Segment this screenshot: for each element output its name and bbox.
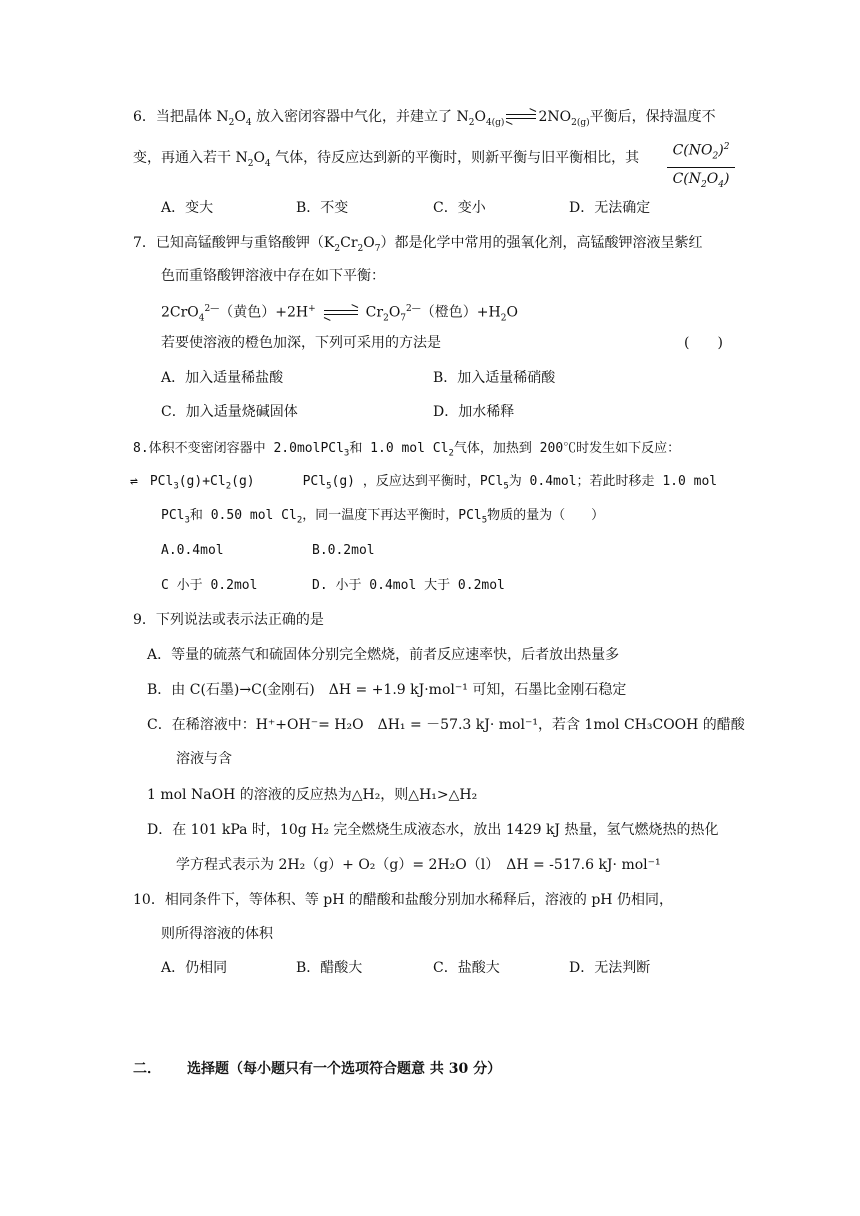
q7-answer-blank: ( ) — [684, 335, 723, 351]
q6-choice-d: D．无法确定 — [569, 200, 651, 216]
q9-option-b: B．由 C(石墨)→C(金刚石) ΔH = +1.9 kJ·mol⁻¹ 可知，石墨比金刚石稳定 — [147, 682, 627, 698]
q6-line-2: 变，再通入若干 $N_2O_4$ 气体，待反应达到新的平衡时，则新平衡与旧平衡相比，其 — [133, 150, 640, 169]
q6-line-1: 6．当把晶体 $N_2O_4$ 放入密闭容器中气化，并建立了 $N_2O_{4(g)}$ $2NO_{2(g)}$平衡后，保持温度不 — [133, 109, 716, 128]
q7-choice-d: D．加水稀释 — [433, 404, 515, 420]
q7-choice-b: B．加入适量稀硝酸 — [433, 370, 556, 386]
q10-choice-c: C．盐酸大 — [433, 960, 500, 976]
q9-option-a: A．等量的硫蒸气和硫固体分别完全燃烧，前者反应速率快，后者放出热量多 — [147, 647, 620, 663]
q9-option-c-line-3: 1 mol NaOH 的溶液的反应热为△H₂，则△H₁>△H₂ — [147, 787, 478, 803]
q10-choice-b: B．醋酸大 — [296, 960, 363, 976]
q8-choice-a: A.0.4mol — [161, 543, 224, 558]
equilibrium-arrow-icon — [324, 308, 358, 318]
equilibrium-arrow-icon — [506, 112, 536, 122]
section-2-heading — [133, 1058, 501, 1078]
q8-line-1: 8.体积不变密闭容器中 2.0molPCl$_3$和 1.0 mol $Cl_2$气体，加热到 200℃时发生如下反应： — [133, 441, 681, 459]
q8-line-3: PCl$_3$和 0.50 mol $Cl_2$，同一温度下再达平衡时，PCl$_5$物质的量为（ ） — [161, 508, 605, 526]
q6-choice-a: A．变大 — [161, 200, 214, 216]
q10-line-2: 则所得溶液的体积 — [161, 926, 273, 942]
q7-equation: 2CrO$_4^{2—}$（黄色）+2H+ $Cr_2O_7^{2—}$（橙色）$+H_2O$ — [161, 304, 518, 324]
section-2-title: 选择题（每小题只有一个选项符合题意 共 30 分） — [187, 1061, 502, 1077]
q8-choice-d: D. 小于 0.4mol 大于 0.2mol — [312, 578, 505, 593]
section-2-number: 二． — [133, 1061, 161, 1077]
q8-choice-b: B.0.2mol — [312, 543, 375, 558]
q6-choice-c: C．变小 — [433, 200, 486, 216]
q9-option-d-line-2: 学方程式表示为 2H₂（g）+ O₂（g）= 2H₂O（l） ΔH = -517.6 kJ· mol⁻¹ — [176, 857, 661, 873]
q8-choice-c: C 小于 0.2mol — [161, 578, 258, 593]
q7-line-4: 若要使溶液的橙色加深，下列可采用的方法是 — [161, 335, 441, 351]
equilibrium-arrow-icon: ⇌ — [130, 474, 138, 489]
q10-choice-d: D．无法判断 — [569, 960, 651, 976]
q10-choice-a: A．仍相同 — [161, 960, 228, 976]
q9-line-1: 9．下列说法或表示法正确的是 — [133, 612, 324, 628]
q6-fraction: $C(NO_2)^2$ $C(N_2O_4)$ — [667, 137, 735, 195]
q7-line-2: 色而重铬酸钾溶液中存在如下平衡： — [161, 268, 385, 284]
q8-line-2: ⇌ $PCl_3(g)+Cl_2(g)$ PCl$_5$(g) ，反应达到平衡时，PCl$_5$为 0.4mol；若此时移走 1.0 mol — [130, 474, 718, 492]
q7-choice-c: C．加入适量烧碱固体 — [161, 404, 298, 420]
q9-option-c-line-2: 溶液与含 — [176, 751, 232, 767]
q6-choice-b: B．不变 — [296, 200, 349, 216]
q7-choice-a: A．加入适量稀盐酸 — [161, 370, 284, 386]
q9-option-d-line-1: D．在 101 kPa 时，10g H₂ 完全燃烧生成液态水，放出 1429 kJ 热量，氢气燃烧热的热化 — [147, 822, 719, 838]
q9-option-c-line-1: C．在稀溶液中：H⁺+OH⁻= H₂O ΔH₁ = －57.3 kJ· mol⁻¹，若含 1mol CH₃COOH 的醋酸 — [147, 717, 745, 733]
q7-line-1: 7．已知高锰酸钾与重铬酸钾$(K_2Cr_2O_7)$都是化学中常用的强氧化剂，高锰酸钾溶液呈紫红 — [133, 235, 703, 254]
q10-line-1: 10．相同条件下，等体积、等 pH 的醋酸和盐酸分别加水稀释后，溶液的 pH 仍相同， — [133, 892, 673, 908]
